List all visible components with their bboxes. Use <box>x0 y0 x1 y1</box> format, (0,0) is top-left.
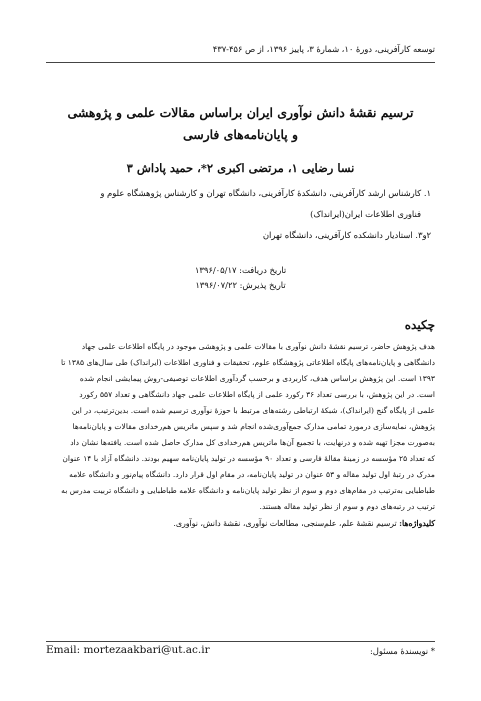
corresponding-author-note: * نویسندهٔ مسئول: <box>369 646 435 656</box>
journal-header: توسعه کارآفرینی، دورهٔ ۱۰، شمارهٔ ۳، پاییز ۱۳۹۶، از ص ۴۵۶-۴۳۷ <box>212 44 435 54</box>
abstract-line: که تعداد ۲۵ مؤسسه در زمینهٔ مقالهٔ فارسی و تعداد ۹۰ مؤسسه در تولید پایان‌نامه سهیم بودند. دانشگاه آزاد با ۱۴ عنوان <box>62 454 435 463</box>
abstract-line: ترتیب در رتبه‌های دوم و سوم از نظر تولید مقاله هستند. <box>259 502 435 511</box>
abstract-line: است. در این پژوهش، با بررسی تعداد ۳۶ رکورد علمی از پایگاه اطلاعات علمی جهاد دانشگاهی و تعداد ۵۵۷ رکورد <box>79 390 435 399</box>
title-line-1: ترسیم نقشهٔ دانش نوآوری ایران براساس مقالات علمی و پژوهشی <box>67 105 414 120</box>
abstract-line: هدف پژوهش حاضر، ترسیم نقشهٔ دانش نوآوری با مقالات علمی و پژوهشی موجود در پایگاه اطلاعات علمی جهاد <box>81 342 435 351</box>
abstract-line: طباطبایی به‌ترتیب در مقام‌های دوم و سوم از نظر تولید پایان‌نامه و دانشگاه علامه طباطبایی و دانشگاه تربیت مدرس به <box>61 486 435 495</box>
affiliation-line-3: ۲و۳. استادیار دانشکده کارآفرینی، دانشگاه تهران <box>262 230 431 240</box>
abstract-body <box>47 339 435 515</box>
author-list: نسا رضایی ۱، مرتضی اکبری ۲*، حمید پاداش ۳ <box>126 161 355 175</box>
abstract-heading: چکیده <box>404 318 435 332</box>
affiliation-line-2: فناوری اطلاعات ایران(ایرانداک) <box>310 209 421 219</box>
corresponding-email: Email: mortezaakbari@ut.ac.ir <box>46 644 210 656</box>
abstract-line: پژوهش، نمایه‌سازی درمورد تمامی مدارک جمع‌آوری‌شده انجام شد و سپس ماتریس هم‌رخدادی مقالات و پایان‌نامه‌ها <box>72 422 435 431</box>
accepted-date: تاریخ پذیرش: ۱۳۹۶/۰۷/۲۲ <box>195 280 286 290</box>
paper-title <box>56 102 425 146</box>
affiliations <box>62 183 431 246</box>
keywords-value: ترسیم نقشهٔ علم، علم‌سنجی، مطالعات نوآوری، نقشهٔ دانش، نوآوری. <box>173 519 397 528</box>
abstract-line: دانشگاهی و پایان‌نامه‌های پایگاه اطلاعاتی پژوهشگاه علوم، تحقیقات و فناوری اطلاعات (ایرانداک) طی سال‌های ۱۳۸۵ تا <box>60 358 435 367</box>
header-rule <box>46 62 435 63</box>
received-date: تاریخ دریافت: ۱۳۹۶/۰۵/۱۷ <box>194 265 287 275</box>
abstract-line: علمی از پایگاه گنج (ایرانداک)، شبکهٔ ارتباطی رشته‌های مرتبط با حوزهٔ نوآوری ترسیم شده است. بدین‌ترتیب، در این <box>71 406 435 415</box>
submission-dates <box>46 263 435 293</box>
abstract-line: مدرک در رتبهٔ اول تولید مقاله و ۵۳ عنوان در تولید پایان‌نامه، در مقام اول قرار دارد. دانشگاه پیام‌نور و دانشگاه علامه <box>69 470 435 479</box>
footer-rule <box>46 641 435 642</box>
abstract-line: ۱۳۹۳ است. این پژوهش براساس هدف، کاربردی و برحسب گردآوری اطلاعات توصیفی-روش پیمایشی انجام شده <box>79 374 435 383</box>
affiliation-line-1: ۱. کارشناس ارشد کارآفرینی، دانشکدهٔ کارآفرینی، دانشگاه تهران و کارشناس پژوهشگاه علوم و <box>100 188 431 198</box>
keywords <box>46 519 435 528</box>
keywords-label: کلیدواژه‌ها: <box>399 519 435 528</box>
title-line-2: و پایان‌نامه‌های فارسی <box>182 127 299 142</box>
abstract-line: به‌صورت مجزا تهیه شده و درنهایت، با تجمیع آن‌ها ماتریس هم‌رخدادی کل مدارک حاصل شده است. یافته‌ها نشان داد <box>70 438 435 447</box>
